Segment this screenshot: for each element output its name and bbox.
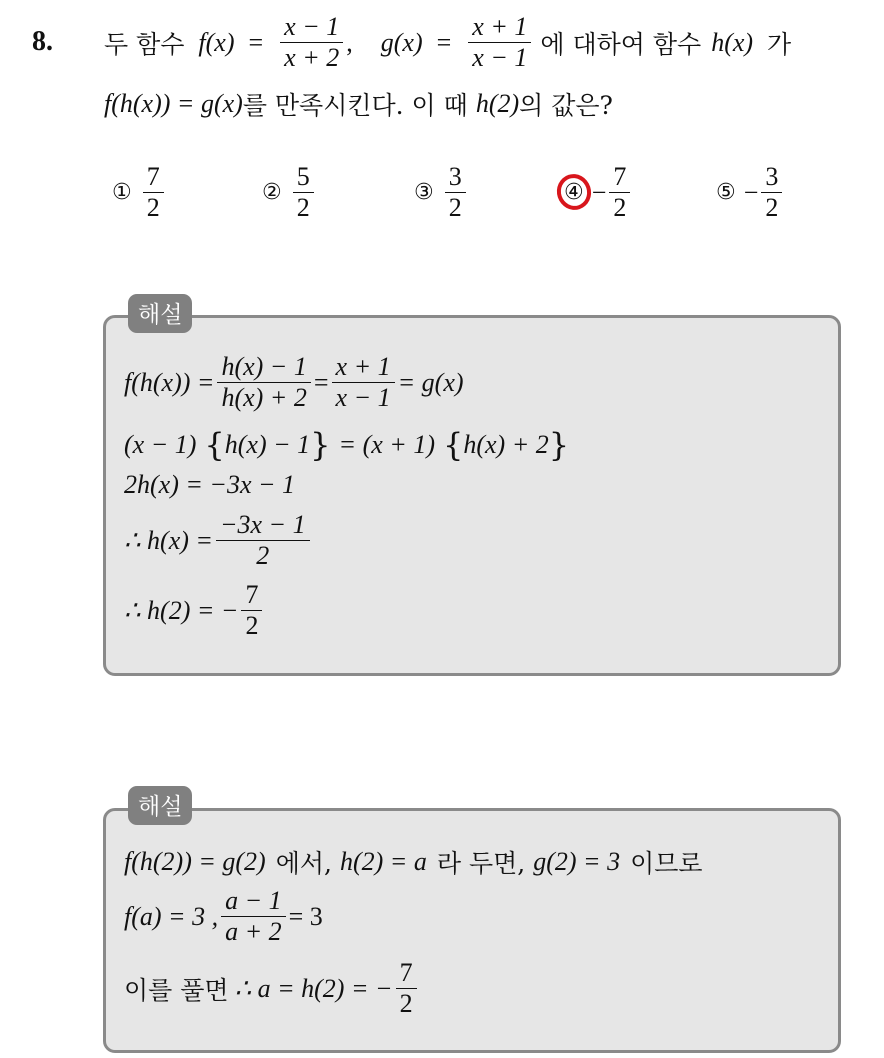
formula-text: g(2) = 3 (533, 847, 621, 876)
choice-marker: ② (262, 180, 282, 205)
fraction-numerator: x + 1 (335, 352, 391, 381)
choice-fraction (293, 162, 314, 223)
formula-text: 2h(x) = −3x − 1 (124, 470, 296, 499)
comma: , (346, 27, 353, 57)
solution2-line-1 (124, 844, 703, 880)
choice-denominator: 2 (448, 193, 462, 222)
choice-numerator: 7 (146, 162, 160, 191)
formula-fraction (396, 958, 417, 1019)
g-fraction (468, 12, 531, 73)
solution-text: 에서, (275, 849, 332, 878)
solution1-line-5 (124, 580, 265, 641)
fraction-denominator: h(x) + 2 (221, 383, 307, 412)
formula-text: h(x) − 1 (224, 430, 311, 459)
question-line-2 (104, 86, 613, 122)
formula-fraction (216, 510, 310, 571)
choice-numerator: 5 (296, 162, 310, 191)
solution1-line-2: (x − 1) { h(x) − 1 } = (x + 1) { h(x) + 2 } (124, 426, 570, 464)
formula-text: = 3 (288, 901, 323, 931)
choice-fraction (761, 162, 782, 223)
solution-text: 라 두면, (436, 849, 526, 878)
question-text: 에 대하여 함수 (540, 29, 702, 59)
formula-fraction (221, 886, 286, 947)
formula-text: f(h(x)) = (124, 367, 215, 397)
formula-fraction (217, 352, 310, 413)
formula-text: f(h(2)) = g(2) (124, 847, 266, 876)
choice-numerator: 3 (765, 162, 779, 191)
fraction-denominator: x − 1 (335, 383, 391, 412)
question-intro: 두 함수 (104, 29, 185, 59)
solution-text: 이를 풀면 (124, 975, 229, 1005)
formula-text: = g(x) (397, 367, 464, 397)
choice-fraction (609, 162, 630, 223)
choice-2[interactable] (262, 162, 317, 223)
solution2-line-2 (124, 886, 323, 947)
choice-4[interactable] (564, 162, 633, 223)
formula-text: h(2) = a (339, 847, 427, 876)
solution-tag-2: 해설 (128, 786, 192, 825)
choice-denominator: 2 (765, 193, 779, 222)
solution-tag-1: 해설 (128, 294, 192, 333)
choice-marker: ④ (564, 180, 584, 205)
question-text: 를 만족시킨다. 이 때 (242, 91, 468, 120)
solution1-line-4 (124, 510, 313, 571)
choice-3[interactable] (414, 162, 469, 223)
formula-text: h(x) + 2 (463, 430, 549, 459)
g-numerator: x + 1 (472, 12, 528, 41)
choice-fraction (143, 162, 164, 223)
fraction-denominator: 2 (245, 611, 259, 640)
choice-sign: − (591, 177, 607, 207)
choice-denominator: 2 (613, 193, 627, 222)
choice-1[interactable] (112, 162, 167, 223)
choice-numerator: 3 (448, 162, 462, 191)
fraction-denominator: 2 (256, 541, 270, 570)
fraction-denominator: 2 (399, 989, 413, 1018)
f-numerator: x − 1 (284, 12, 340, 41)
question-text: 가 (767, 29, 792, 59)
formula-fraction (241, 580, 262, 641)
question-text: 의 값은? (519, 91, 613, 120)
formula-fraction (332, 352, 395, 413)
f-definition: f(x) (198, 27, 235, 57)
formula-text: ∴ a = h(2) = − (234, 973, 393, 1003)
h2-value: h(2) (475, 89, 520, 118)
formula-text: f(a) = 3 , (124, 901, 219, 931)
choice-marker: ⑤ (716, 180, 736, 205)
fraction-numerator: 7 (399, 958, 413, 987)
equals-sign: = (248, 27, 264, 57)
formula-text: = (x + 1) (338, 430, 435, 459)
h-function: h(x) (711, 27, 754, 57)
f-denominator: x + 2 (284, 43, 340, 72)
fraction-numerator: −3x − 1 (219, 510, 306, 539)
condition-equation: f(h(x)) = g(x) (104, 89, 243, 118)
choice-marker: ③ (414, 180, 434, 205)
formula-text: ∴ h(x) = (124, 525, 213, 555)
solution1-line-1 (124, 352, 464, 413)
choice-5[interactable] (716, 162, 785, 223)
choice-denominator: 2 (146, 193, 160, 222)
fraction-denominator: a + 2 (225, 917, 282, 946)
choice-denominator: 2 (296, 193, 310, 222)
fraction-numerator: 7 (245, 580, 259, 609)
solution-text: 이므로 (630, 849, 703, 878)
choice-marker: ① (112, 180, 132, 205)
f-fraction (280, 12, 343, 73)
formula-text: (x − 1) (124, 430, 197, 459)
choice-sign: − (743, 177, 759, 207)
fraction-numerator: h(x) − 1 (221, 352, 307, 381)
solution1-line-3 (124, 470, 295, 500)
question-line-1 (104, 12, 791, 73)
g-definition: g(x) (380, 27, 423, 57)
equals-sign: = (313, 367, 329, 397)
choice-fraction (445, 162, 466, 223)
formula-text: ∴ h(2) = − (124, 595, 239, 625)
choice-numerator: 7 (613, 162, 627, 191)
equals-sign: = (436, 27, 452, 57)
g-denominator: x − 1 (472, 43, 528, 72)
solution2-line-3 (124, 958, 420, 1019)
question-number: 8. (32, 26, 53, 57)
fraction-numerator: a − 1 (225, 886, 282, 915)
